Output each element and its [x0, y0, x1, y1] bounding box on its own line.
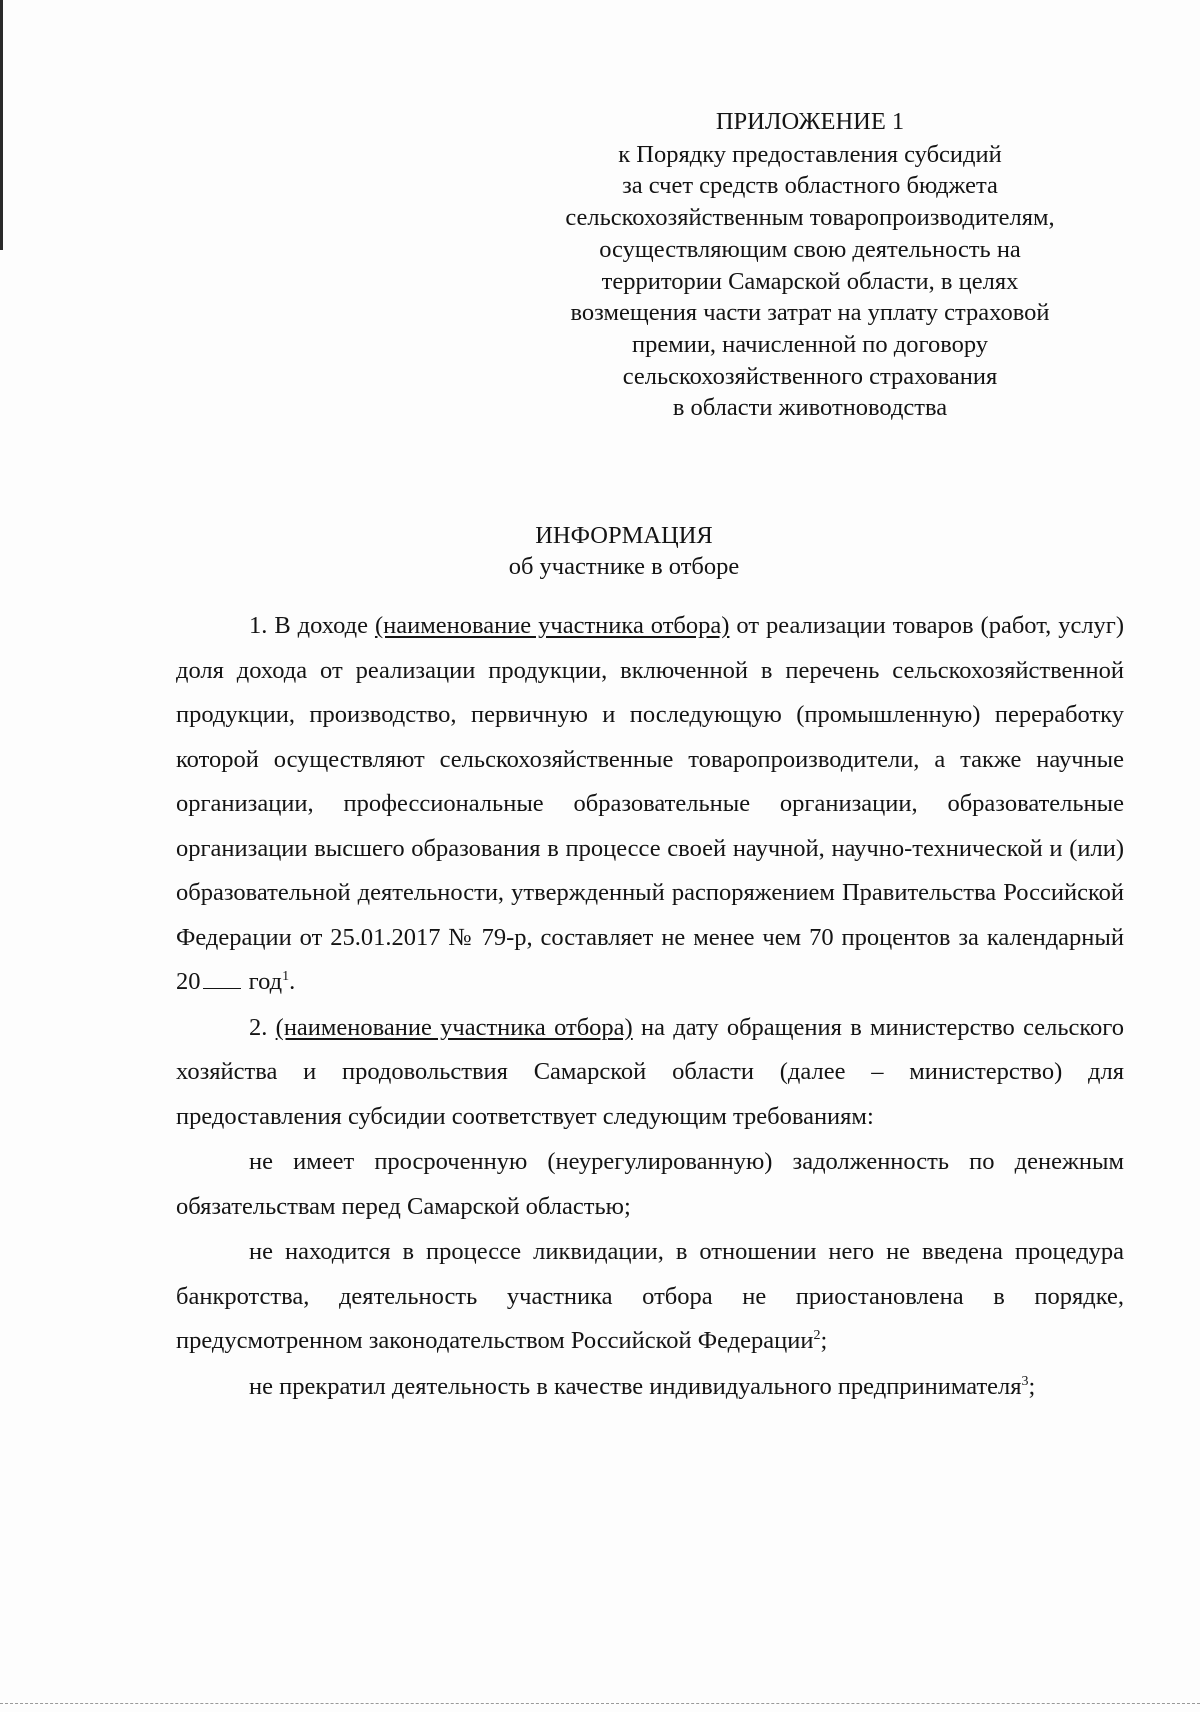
- appendix-line: сельскохозяйственного страхования: [622, 362, 998, 390]
- participant-name-placeholder: (наименование участника отбора): [374, 612, 730, 639]
- footnote-ref-1: 1: [282, 968, 290, 984]
- paragraph-1-suffix: год: [242, 968, 283, 995]
- paragraph-4-end: ;: [820, 1327, 828, 1354]
- appendix-line: сельскохозяйственным товаропроизводителям,: [565, 204, 1055, 232]
- paragraph-3-text: не имеет просроченную (неурегулированную) задолженность по денежным обязательствам перед Самарской областью;: [176, 1148, 1124, 1220]
- appendix-line: возмещения части затрат на уплату страховой: [570, 299, 1050, 327]
- year-blank-field: [203, 987, 241, 989]
- appendix-line: осуществляющим свою деятельность на: [599, 235, 1021, 263]
- appendix-line: за счет средств областного бюджета: [622, 172, 998, 200]
- paragraph-2: [176, 1006, 1124, 1140]
- paragraph-2-prefix: 2.: [249, 1013, 276, 1041]
- appendix-line: территории Самарской области, в целях: [601, 267, 1019, 295]
- appendix-line: к Порядку предоставления субсидий: [618, 140, 1002, 168]
- scan-left-edge: [0, 0, 3, 250]
- scan-bottom-edge: [0, 1703, 1200, 1704]
- paragraph-4: [176, 1230, 1124, 1364]
- appendix-line: в области животноводства: [672, 394, 948, 422]
- paragraph-5: [176, 1365, 1124, 1410]
- heading-title: ИНФОРМАЦИЯ: [535, 522, 713, 549]
- appendix-title: ПРИЛОЖЕНИЕ 1: [715, 108, 905, 135]
- paragraph-1-prefix: 1. В доходе: [249, 612, 375, 639]
- paragraph-4-text: не находится в процессе ликвидации, в отношении него не введена процедура банкротства, деятельность участника отбора не приостановлена в порядке, предусмотренном законодательством Российской Федерации: [176, 1238, 1124, 1354]
- paragraph-2-text: на дату обращения в министерство сельского хозяйства и продовольствия Самарской области (далее – министерство) для предоставления субсидии соответствует следующим требованиям:: [176, 1013, 1124, 1130]
- footnote-ref-2: 2: [813, 1327, 821, 1343]
- paragraph-5-text: не прекратил деятельность в качестве индивидуального предпринимателя: [249, 1372, 1022, 1400]
- document-body: [176, 604, 1124, 1410]
- paragraph-1-text: от реализации товаров (работ, услуг) доля дохода от реализации продукции, включенной в перечень сельскохозяйственной продукции, производство, первичную и последующую (промышленную) переработку которой осуществляют сельскохозяйственные товаропроизводители, а также научные организации, профессиональные образовательные организации, образовательные организации высшего образования в процессе своей научной, научно-технической и (или) образовательной деятельности, утвержденный распоряжением Правительства Российской Федерации от 25.01.2017 № 79-р, составляет не менее чем 70 процентов за календарный 20: [176, 612, 1125, 995]
- heading-subtitle: об участнике в отборе: [508, 553, 740, 580]
- appendix-line: премии, начисленной по договору: [631, 330, 989, 358]
- paragraph-3: [176, 1140, 1124, 1229]
- paragraph-1: [176, 604, 1124, 1005]
- footnote-ref-3: 3: [1021, 1373, 1029, 1389]
- paragraph-5-end: ;: [1028, 1372, 1036, 1400]
- paragraph-1-end: .: [289, 968, 296, 995]
- document-heading: [0, 520, 1200, 582]
- appendix-header: [520, 106, 1100, 424]
- participant-name-placeholder: (наименование участника отбора): [275, 1013, 633, 1041]
